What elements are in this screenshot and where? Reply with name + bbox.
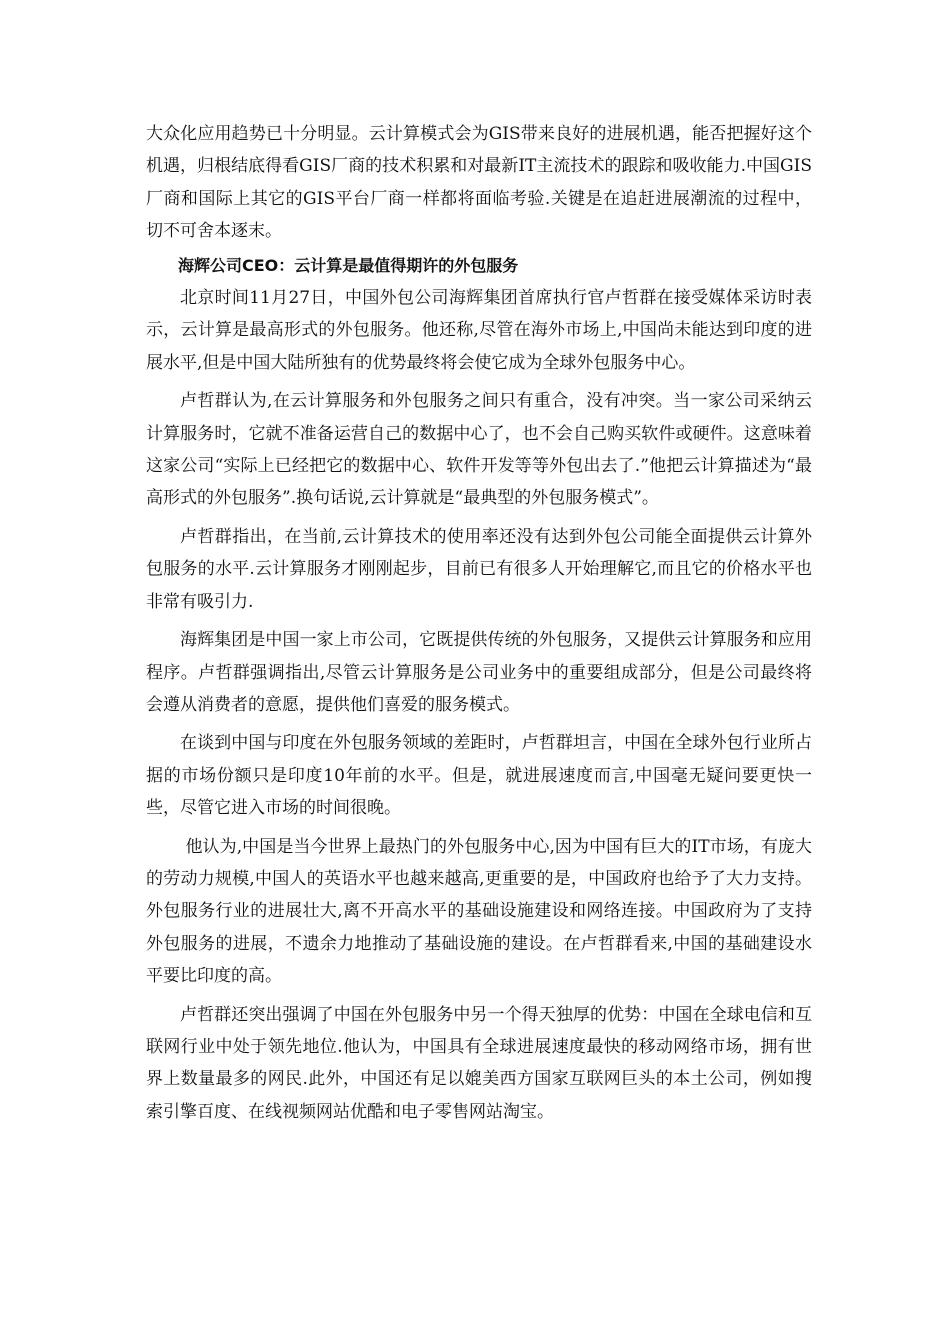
paragraph-1: 北京时间11月27日，中国外包公司海辉集团首席执行官卢哲群在接受媒体采访时表示，云计算是最高形式的外包服务。他还称,尽管在海外市场上,中国尚未能达到印度的进展水平,但是中国大陆所独有的优势最终将会使它成为全球外包服务中心。 <box>146 288 812 373</box>
paragraph-7: 卢哲群还突出强调了中国在外包服务中另一个得天独厚的优势：中国在全球电信和互联网行业中处于领先地位.他认为，中国具有全球进展速度最快的移动网络市场，拥有世界上数量最多的网民.此外，中国还有足以媲美西方国家互联网巨头的本土公司，例如搜索引擎百度、在线视频网站优酷和电子零售网站淘宝。 <box>146 1004 812 1122</box>
paragraph-5: 在谈到中国与印度在外包服务领域的差距时，卢哲群坦言，中国在全球外包行业所占据的市场份额只是印度10年前的水平。但是，就进展速度而言,中国毫无疑问要更快一些，尽管它进入市场的时间很晚。 <box>146 733 812 819</box>
paragraph-2: 卢哲群认为,在云计算服务和外包服务之间只有重合，没有冲突。当一家公司采纳云计算服务时，它就不准备运营自己的数据中心了，也不会自己购买软件或硬件。这意味着这家公司“实际上已经把它的数据中心、软件开发等等外包出去了.”他把云计算描述为“最高形式的外包服务”.换句话说,云计算就是“最典型的外包服务模式”。 <box>146 391 812 509</box>
paragraph-6: 他认为,中国是当今世界上最热门的外包服务中心,因为中国有巨大的IT市场，有庞大的劳动力规模,中国人的英语水平也越来越高,更重要的是，中国政府也给予了大力支持。外包服务行业的进展壮大,离不开高水平的基础设施建设和网络连接。中国政府为了支持外包服务的进展，不遗余力地推动了基础设施的建设。在卢哲群看来,中国的基础建设水平要比印度的高。 <box>146 836 812 987</box>
paragraph-3: 卢哲群指出，在当前,云计算技术的使用率还没有达到外包公司能全面提供云计算外包服务的水平.云计算服务才刚刚起步，目前已有很多人开始理解它,而且它的价格水平也非常有吸引力. <box>146 526 812 612</box>
section-heading: 海辉公司CEO：云计算是最值得期许的外包服务 <box>178 255 519 275</box>
document-body <box>146 118 812 1128</box>
intro-paragraph: 大众化应用趋势已十分明显。云计算模式会为GIS带来良好的进展机遇，能否把握好这个机遇，归根结底得看GIS厂商的技术积累和对最新IT主流技术的跟踪和吸收能力.中国GIS厂商和国际上其它的GIS平台厂商一样都将面临考验.关键是在追赶进展潮流的过程中，切不可舍本逐末。 <box>146 124 812 242</box>
paragraph-4: 海辉集团是中国一家上市公司，它既提供传统的外包服务，又提供云计算服务和应用程序。卢哲群强调指出,尽管云计算服务是公司业务中的重要组成部分，但是公司最终将会遵从消费者的意愿，提供他们喜爱的服务模式。 <box>146 630 812 715</box>
